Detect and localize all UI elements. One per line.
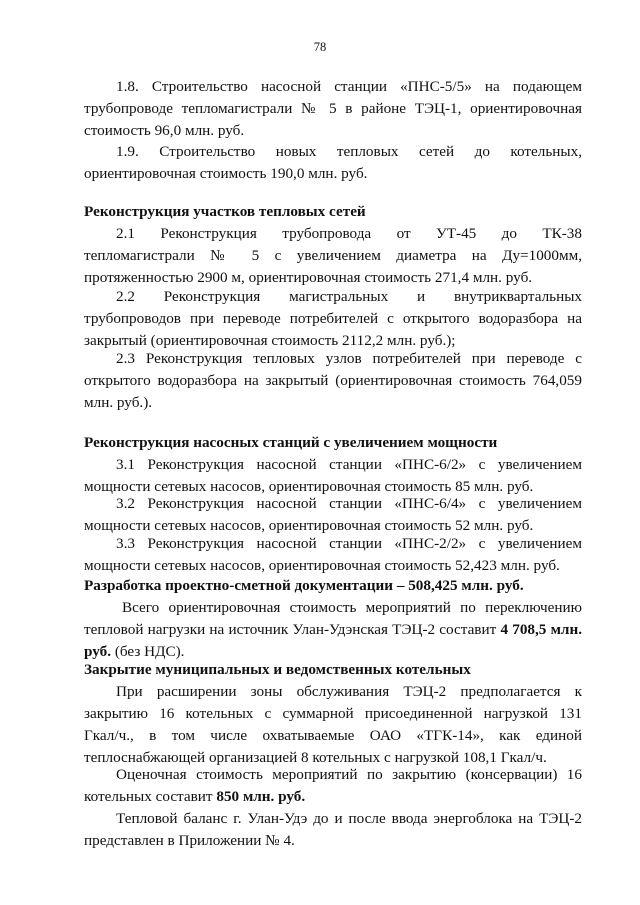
text-line <box>84 786 582 808</box>
text-line: При расширении зоны обслуживания ТЭЦ-2 предполагается к <box>116 683 582 700</box>
text-line: 3.2 Реконструкция насосной станции «ПНС-6/4» с увеличением <box>116 495 582 512</box>
item-1-9 <box>84 141 582 185</box>
text-line: мощности сетевых насосов, ориентировочная стоимость 52,423 млн. руб. <box>84 557 560 574</box>
text-line: трубопроводов при переводе потребителей с открытого водоразбора на <box>84 310 582 327</box>
text-line: представлен в Приложении № 4. <box>84 832 295 849</box>
item-3-1 <box>84 454 582 498</box>
text-line: протяженностью 2900 м, ориентировочная стоимость 271,4 млн. руб. <box>84 269 533 286</box>
item-2-1 <box>84 223 582 289</box>
total-text: тепловой нагрузки на источник Улан-Удэнская ТЭЦ-2 составит <box>84 621 501 638</box>
section-heading-heat-networks: Реконструкция участков тепловых сетей <box>84 203 366 220</box>
closure-paragraph-2 <box>84 764 582 808</box>
text-line: теплоснабжающей организацией 8 котельных с нагрузкой 108,1 Гкал/ч. <box>84 749 547 766</box>
text-line <box>84 619 582 641</box>
page-number: 78 <box>313 40 327 54</box>
item-3-2 <box>84 493 582 537</box>
closure-paragraph-1 <box>84 681 582 769</box>
total-currency: руб. <box>84 643 112 660</box>
text-line: закрытию 16 котельных с суммарной присоединенной нагрузкой 131 <box>84 705 582 722</box>
text-line: 1.9. Строительство новых тепловых сетей до котельных, <box>116 143 582 160</box>
text-line: Всего ориентировочная стоимость мероприятий по переключению <box>122 599 582 616</box>
text-line: 1.8. Строительство насосной станции «ПНС-5/5» на подающем <box>116 78 582 95</box>
section-heading-pump-stations: Реконструкция насосных станций с увеличением мощности <box>84 434 498 451</box>
text-line: трубопроводе тепломагистрали № 5 в районе ТЭЦ-1, ориентировочная <box>84 100 582 117</box>
text-line: стоимость 96,0 млн. руб. <box>84 122 245 139</box>
text-line: открытого водоразбора на закрытый (ориентировочная стоимость 764,059 <box>84 372 582 389</box>
closure-cost-text: котельных составит <box>84 788 217 805</box>
closure-heading: Закрытие муниципальных и ведомственных котельных <box>84 661 471 678</box>
text-line: млн. руб.). <box>84 394 153 411</box>
text-line: закрытый (ориентировочная стоимость 2112,2 млн. руб.); <box>84 332 456 349</box>
text-line: мощности сетевых насосов, ориентировочная стоимость 85 млн. руб. <box>84 478 534 495</box>
vat-note: (без НДС). <box>111 643 185 660</box>
closure-paragraph-3 <box>84 808 582 852</box>
text-line: 2.3 Реконструкция тепловых узлов потребителей при переводе с <box>116 350 582 367</box>
closure-cost-amount: 850 млн. руб. <box>216 788 306 805</box>
text-line: тепломагистрали № 5 с увеличением диаметра на Ду=1000мм, <box>84 247 582 264</box>
text-line: Тепловой баланс г. Улан-Удэ до и после ввода энергоблока на ТЭЦ-2 <box>116 810 582 827</box>
total-paragraph <box>84 597 582 663</box>
text-line: Оценочная стоимость мероприятий по закрытию (консервации) 16 <box>116 766 582 783</box>
text-line: 2.1 Реконструкция трубопровода от УТ-45 до ТК-38 <box>116 225 582 242</box>
total-amount: 4 708,5 млн. <box>500 621 582 638</box>
text-line: 2.2 Реконструкция магистральных и внутриквартальных <box>116 288 582 305</box>
text-line: Гкал/ч., в том числе охватываемые ОАО «ТГК-14», как единой <box>84 727 582 744</box>
text-line: мощности сетевых насосов, ориентировочная стоимость 52 млн. руб. <box>84 517 534 534</box>
item-2-2 <box>84 286 582 352</box>
text-line: 3.3 Реконструкция насосной станции «ПНС-2/2» с увеличением <box>116 535 582 552</box>
item-3-3 <box>84 533 582 577</box>
text-line: ориентировочная стоимость 190,0 млн. руб. <box>84 165 368 182</box>
text-line: 3.1 Реконструкция насосной станции «ПНС-6/2» с увеличением <box>116 456 582 473</box>
design-docs-heading: Разработка проектно-сметной документации – 508,425 млн. руб. <box>84 577 524 594</box>
item-1-8 <box>84 76 582 142</box>
item-2-3 <box>84 348 582 414</box>
